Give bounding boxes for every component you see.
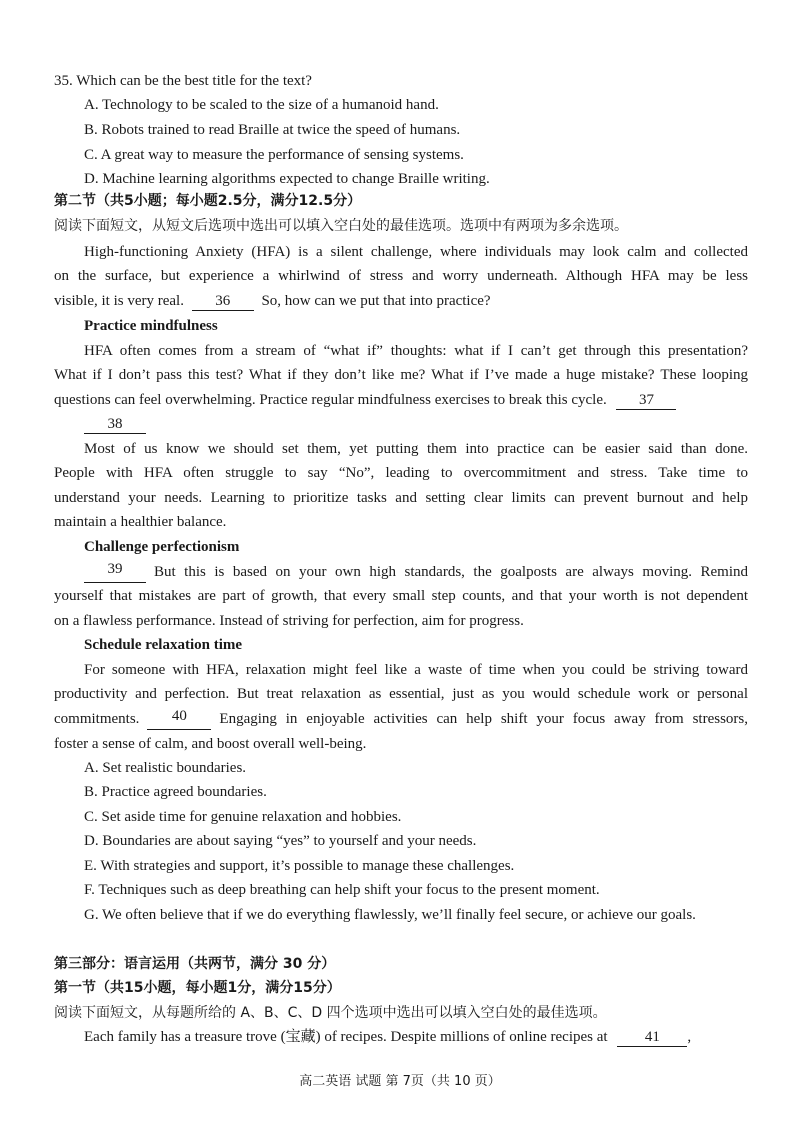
option-a: A. Set realistic boundaries.: [84, 760, 247, 776]
q35-option-a: A. Technology to be scaled to the size of a humanoid hand.: [84, 97, 439, 113]
part3-subheading: 第一节（共15小题，每小题1分，满分15分）: [54, 980, 341, 996]
passage-p3-line3: understand your needs. Learning to prioritize tasks and setting clear limits can prevent burnout and help: [54, 490, 748, 506]
p2-line3-text: questions can feel overwhelming. Practice regular mindfulness exercises to break this cycle.: [54, 392, 607, 408]
q35-option-d: D. Machine learning algorithms expected to change Braille writing.: [84, 171, 490, 187]
q35-option-c: C. A great way to measure the performance of sensing systems.: [84, 147, 464, 163]
option-g: G. We often believe that if we do everything flawlessly, we’ll finally feel secure, or achieve our goals.: [84, 907, 696, 923]
passage-p2-line1: HFA often comes from a stream of “what if” thoughts: what if I can’t get through this presentation?: [84, 343, 748, 359]
passage-p1-line2: on the surface, but experience a whirlwind of stress and worry underneath. Although HFA may be less: [54, 268, 748, 284]
blank-38: 38: [84, 416, 146, 434]
option-e: E. With strategies and support, it’s possible to manage these challenges.: [84, 858, 515, 874]
p4-line1-text: But this is based on your own high standards, the goalposts are always moving. Remind: [154, 564, 748, 580]
passage-p2-line2: What if I don’t pass this test? What if they don’t like me? What if I’ve made a huge mistake? These looping: [54, 367, 748, 383]
heading-practice-mindfulness: Practice mindfulness: [84, 318, 218, 334]
passage-p5-line3: [54, 708, 748, 730]
passage-p5-line1: For someone with HFA, relaxation might feel like a waste of time when you could be striving toward: [84, 662, 748, 678]
heading-schedule-relaxation: Schedule relaxation time: [84, 637, 243, 653]
part3-passage-line1: [84, 1026, 748, 1048]
q35-option-b: B. Robots trained to read Braille at twice the speed of humans.: [84, 122, 461, 138]
heading-challenge-perfectionism: Challenge perfectionism: [84, 539, 240, 555]
page-footer: 高二英语 试题 第 7页（共 10 页）: [299, 1074, 501, 1089]
passage-p4-line3: on a flawless performance. Instead of striving for perfection, aim for progress.: [54, 613, 524, 629]
passage-p1-line1: High-functioning Anxiety (HFA) is a silent challenge, where individuals may look calm and collected: [84, 244, 748, 260]
passage-p3-line1: Most of us know we should set them, yet putting them into practice can be easier said than done.: [84, 441, 748, 457]
blank-37: 37: [616, 392, 676, 410]
section2-instruction: 阅读下面短文，从短文后选项中选出可以填入空白处的最佳选项。选项中有两项为多余选项。: [54, 218, 628, 234]
passage-blank-38-line: [84, 413, 748, 435]
passage-p4-line1: [84, 561, 748, 583]
blank-39: 39: [84, 561, 146, 583]
question-35-stem: 35. Which can be the best title for the text?: [54, 73, 312, 89]
passage-p1-line3: [54, 290, 748, 312]
option-d: D. Boundaries are about saying “yes” to yourself and your needs.: [84, 833, 477, 849]
part3-instruction: 阅读下面短文，从每题所给的 A、B、C、D 四个选项中选出可以填入空白处的最佳选项。: [54, 1005, 607, 1021]
p5-line3-start: commitments.: [54, 711, 140, 727]
passage-p3-line2: People with HFA often struggle to say “No”, leading to overcommitment and stress. Take time to: [54, 465, 748, 481]
option-c: C. Set aside time for genuine relaxation and hobbies.: [84, 809, 402, 825]
blank-40: 40: [147, 708, 211, 730]
option-b: B. Practice agreed boundaries.: [84, 784, 267, 800]
passage-p4-line2: yourself that mistakes are part of growth, that every small step counts, and that your worth is not dependent: [54, 588, 748, 604]
p1-line3-start: visible, it is very real.: [54, 293, 184, 309]
p1-line3-end: So, how can we put that into practice?: [261, 293, 491, 309]
passage-p5-line2: productivity and perfection. But treat relaxation as essential, just as you would schedule work or personal: [54, 686, 748, 702]
blank-41: 41: [617, 1029, 687, 1047]
part3-line1-text: Each family has a treasure trove (宝藏) of recipes. Despite millions of online recipes at: [84, 1029, 608, 1045]
part3-heading: 第三部分：语言运用（共两节，满分 30 分）: [54, 956, 336, 972]
blank-36: 36: [192, 293, 254, 311]
passage-p3-line4: maintain a healthier balance.: [54, 514, 227, 530]
passage-p2-line3: [54, 389, 748, 411]
option-f: F. Techniques such as deep breathing can help shift your focus to the present moment.: [84, 882, 600, 898]
p5-line3-end: Engaging in enjoyable activities can help shift your focus away from stressors,: [219, 711, 748, 727]
passage-p5-line4: foster a sense of calm, and boost overall well-being.: [54, 736, 367, 752]
part3-line1-comma: ,: [687, 1029, 692, 1045]
section2-heading: 第二节（共5小题；每小题2.5分，满分12.5分）: [54, 193, 362, 209]
